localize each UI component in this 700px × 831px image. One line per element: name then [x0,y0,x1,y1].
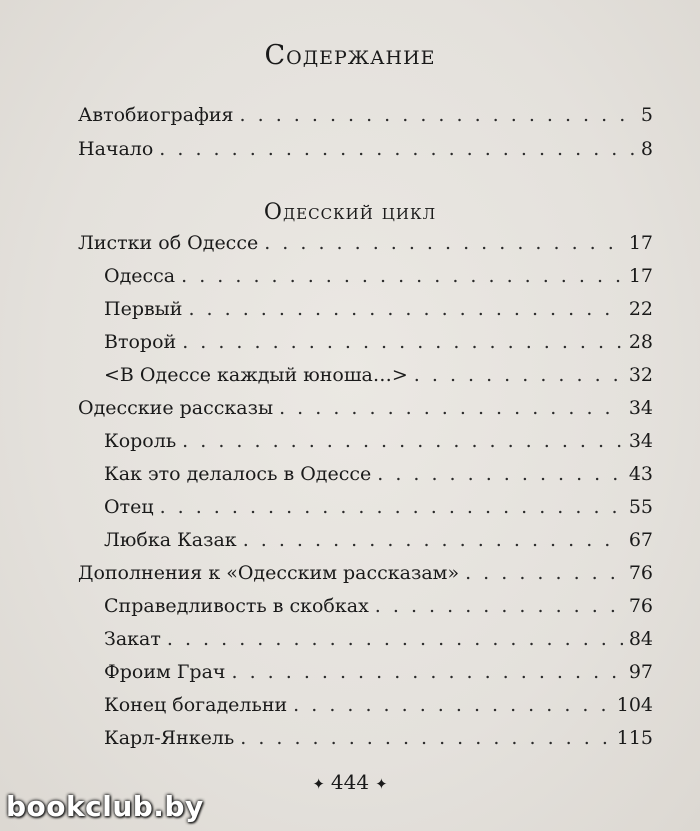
toc-entry-label: Король [104,430,177,452]
toc-entry-label: Карл-Янкель [104,727,235,749]
toc-entry-page: 104 [616,694,653,716]
toc-leader-dots [188,298,622,320]
toc-leader-dots [232,661,623,683]
toc-entry-label: Любка Казак [104,529,237,551]
toc-leader-dots [167,628,623,650]
toc-leader-dots [181,265,623,287]
toc-leader-dots [264,232,623,254]
toc-entry [104,694,653,724]
toc-entry-label: Закат [104,628,161,650]
toc-entry [104,298,653,328]
toc-entry-page: 5 [640,104,653,126]
toc-entry [104,628,653,658]
toc-entry-page: 32 [628,364,653,386]
toc-entry [78,104,653,134]
toc-entry-page: 43 [628,463,653,485]
toc-leader-dots [375,595,623,617]
section-title: Одесский цикл [263,200,437,225]
toc-leader-dots [377,463,623,485]
toc-entry-page: 8 [640,138,653,160]
toc-entry-label: Автобиография [78,104,234,126]
toc-entry-label: Второй [104,331,177,353]
toc-entry-page: 17 [628,232,653,254]
toc-entry-page: 97 [628,661,653,683]
toc-entry-page: 28 [628,331,653,353]
toc-leader-dots [465,562,623,584]
toc-entry-label: Как это делалось в Одессе [104,463,372,485]
toc-leader-dots [159,138,635,160]
toc-entry [104,595,653,625]
watermark: bookclub.by [6,790,204,823]
toc-entry [104,364,653,394]
toc-entry-label: Первый [104,298,183,320]
toc-entry [78,232,653,262]
ornament-icon: ✦ [312,775,325,793]
toc-leader-dots [160,496,623,518]
toc-entry-page: 22 [628,298,653,320]
page-title: Содержание [264,40,436,71]
toc-leader-dots [182,430,623,452]
toc-entry-page: 76 [628,562,653,584]
toc-entry-page: 115 [616,727,653,749]
toc-entry [78,138,653,168]
page-number: 444 [330,770,370,794]
toc-entry-label: Конец богадельни [104,694,288,716]
toc-entry-label: Листки об Одессе [78,232,259,254]
toc-entry-page: 84 [628,628,653,650]
toc-entry [104,727,653,757]
toc-entry-label: Фроим Грач [104,661,226,683]
toc-entry [104,496,653,526]
toc-leader-dots [182,331,623,353]
toc-entry [78,397,653,427]
toc-entry [104,661,653,691]
toc-entry-label: Дополнения к «Одесским рассказам» [78,562,460,584]
toc-entry-page: 17 [628,265,653,287]
toc-entry [104,529,653,559]
toc-entry-page: 55 [628,496,653,518]
toc-leader-dots [240,727,611,749]
toc-entry-label: Отец [104,496,154,518]
toc-entry-page: 76 [628,595,653,617]
toc-leader-dots [293,694,611,716]
toc-entry [104,331,653,361]
toc-entry [104,265,653,295]
toc-entry-label: Начало [78,138,154,160]
toc-entry [78,562,653,592]
toc-entry-label: Одесса [104,265,176,287]
toc-leader-dots [279,397,623,419]
toc-entry-page: 67 [628,529,653,551]
toc-entry-label: Одесские рассказы [78,397,274,419]
toc-entry-label: Справедливость в скобках [104,595,369,617]
toc-leader-dots [243,529,623,551]
toc-entry-page: 34 [628,397,653,419]
toc-entry-page: 34 [628,430,653,452]
toc-leader-dots [414,364,623,386]
toc-entry-label: <В Одессе каждый юноша…> [104,364,408,386]
toc-leader-dots [240,104,635,126]
toc-entry [104,430,653,460]
ornament-icon: ✦ [375,775,388,793]
toc-entry [104,463,653,493]
